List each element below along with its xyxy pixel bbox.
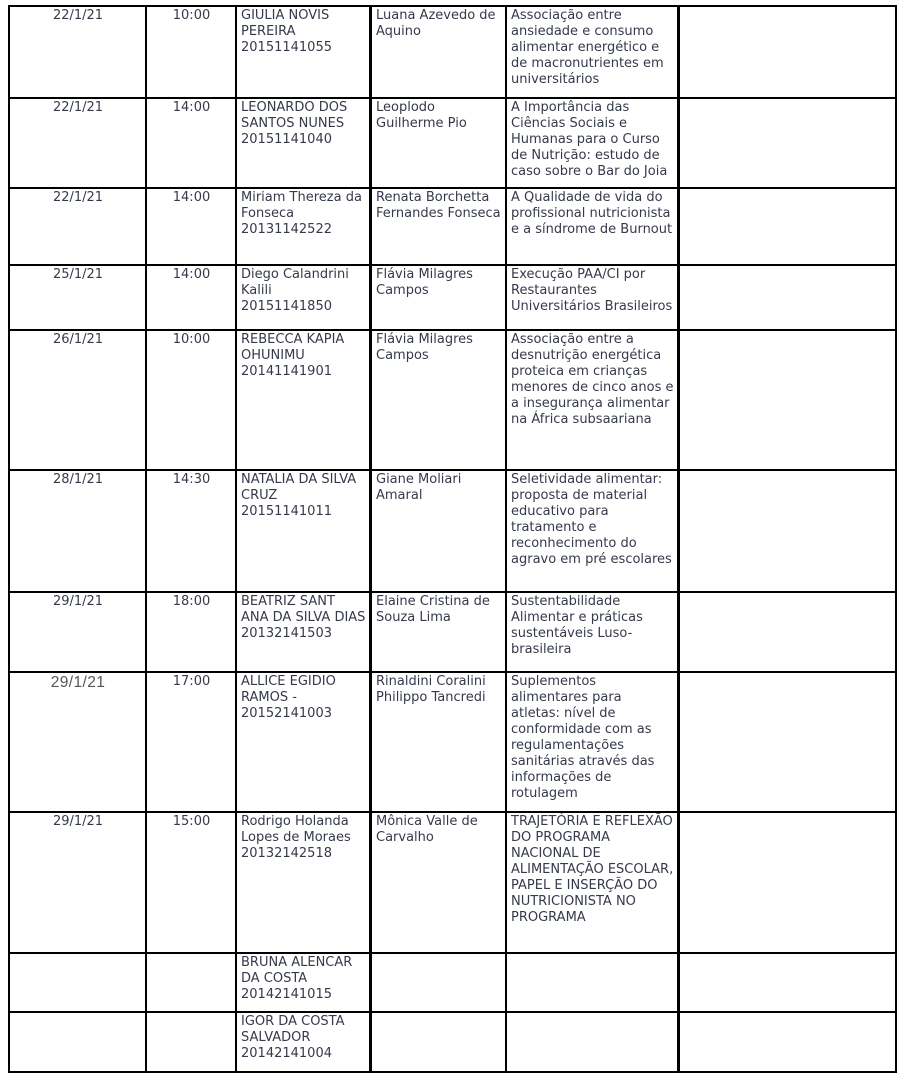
notes-cell [680,673,895,813]
advisor-cell [372,954,507,1013]
student-name: BEATRIZ SANT ANA DA SILVA DIAS [241,594,366,625]
time-cell: 14:00 [147,99,237,189]
student-name: BRUNA ALENCAR DA COSTA [241,955,353,986]
student-cell [237,189,372,266]
student-name: IGOR DA COSTA SALVADOR [241,1014,345,1045]
student-cell [237,7,372,99]
time-cell: 17:00 [147,673,237,813]
notes-cell [680,7,895,99]
title-cell: Seletividade alimentar: proposta de material educativo para tratamento e reconhecimento do agravo em pré escolares [507,471,680,593]
advisor-cell: Flávia Milagres Campos [372,331,507,471]
notes-cell [680,99,895,189]
time-cell: 14:30 [147,471,237,593]
notes-cell [680,189,895,266]
student-cell [237,266,372,331]
notes-cell [680,266,895,331]
student-cell [237,471,372,593]
time-cell [147,954,237,1013]
notes-cell [680,1013,895,1071]
notes-cell [680,954,895,1013]
student-name: Miriam Thereza da Fonseca [241,190,362,221]
title-cell: A Importância das Ciências Sociais e Humanas para o Curso de Nutrição: estudo de caso sobre o Bar do Joia [507,99,680,189]
title-cell [507,1013,680,1071]
schedule-table [8,5,897,1073]
date-cell: 25/1/21 [10,266,147,331]
advisor-cell: Mônica Valle de Carvalho [372,813,507,954]
student-cell [237,99,372,189]
date-cell: 29/1/21 [10,813,147,954]
advisor-cell: Rinaldini Coralini Philippo Tancredi [372,673,507,813]
student-name: REBECCA KAPIA OHUNIMU [241,332,345,363]
time-cell [147,1013,237,1071]
title-cell: TRAJETÓRIA E REFLEXÃO DO PROGRAMA NACIONAL DE ALIMENTAÇÃO ESCOLAR, PAPEL E INSERÇÃO DO NUTRICIONISTA NO PROGRAMA [507,813,680,954]
student-id: 20151141055 [241,40,332,55]
title-cell: Associação entre a desnutrição energética proteica em crianças menores de cinco anos e a insegurança alimentar na África subsaariana [507,331,680,471]
student-id: 20151141011 [241,504,332,519]
title-cell: Execução PAA/CI por Restaurantes Universitários Brasileiros [507,266,680,331]
student-name: NATALIA DA SILVA CRUZ [241,472,357,503]
advisor-cell: Luana Azevedo de Aquino [372,7,507,99]
title-cell: Associação entre ansiedade e consumo alimentar energético e de macronutrientes em universitários [507,7,680,99]
date-cell: 22/1/21 [10,189,147,266]
date-cell: 26/1/21 [10,331,147,471]
student-cell [237,673,372,813]
date-cell [10,954,147,1013]
notes-cell [680,471,895,593]
advisor-cell [372,1013,507,1071]
time-cell: 10:00 [147,331,237,471]
student-id: 20131142522 [241,222,332,237]
time-cell: 15:00 [147,813,237,954]
title-cell: Sustentabilidade Alimentar e práticas sustentáveis Luso-brasileira [507,593,680,673]
title-cell: Suplementos alimentares para atletas: nível de conformidade com as regulamentações sanitárias através das informações de rotulagem [507,673,680,813]
student-cell [237,593,372,673]
title-cell: A Qualidade de vida do profissional nutricionista e a síndrome de Burnout [507,189,680,266]
student-id: 20152141003 [241,706,332,721]
notes-cell [680,813,895,954]
student-id: 20142141004 [241,1046,332,1061]
student-id: 20132141503 [241,626,332,641]
date-cell: 28/1/21 [10,471,147,593]
student-cell [237,813,372,954]
student-name: Diego Calandrini Kalili [241,267,349,298]
date-cell [10,1013,147,1071]
student-cell [237,331,372,471]
student-id: 20132142518 [241,846,332,861]
student-cell [237,1013,372,1071]
notes-cell [680,593,895,673]
student-name: ALLICE EGIDIO RAMOS - [241,674,336,705]
date-cell: 22/1/21 [10,7,147,99]
date-cell: 22/1/21 [10,99,147,189]
title-cell [507,954,680,1013]
advisor-cell: Leoplodo Guilherme Pio [372,99,507,189]
time-cell: 14:00 [147,189,237,266]
date-cell: 29/1/21 [10,593,147,673]
date-cell: 29/1/21 [10,673,147,813]
advisor-cell: Renata Borchetta Fernandes Fonseca [372,189,507,266]
student-name: GIULIA NOVIS PEREIRA [241,8,330,39]
student-name: Rodrigo Holanda Lopes de Moraes [241,814,351,845]
advisor-cell: Flávia Milagres Campos [372,266,507,331]
advisor-cell: Elaine Cristina de Souza Lima [372,593,507,673]
time-cell: 10:00 [147,7,237,99]
student-id: 20151141040 [241,132,332,147]
student-id: 20142141015 [241,987,332,1002]
student-id: 20151141850 [241,299,332,314]
time-cell: 18:00 [147,593,237,673]
student-id: 20141141901 [241,364,332,379]
time-cell: 14:00 [147,266,237,331]
notes-cell [680,331,895,471]
student-name: LEONARDO DOS SANTOS NUNES [241,100,348,131]
student-cell [237,954,372,1013]
advisor-cell: Giane Moliari Amaral [372,471,507,593]
